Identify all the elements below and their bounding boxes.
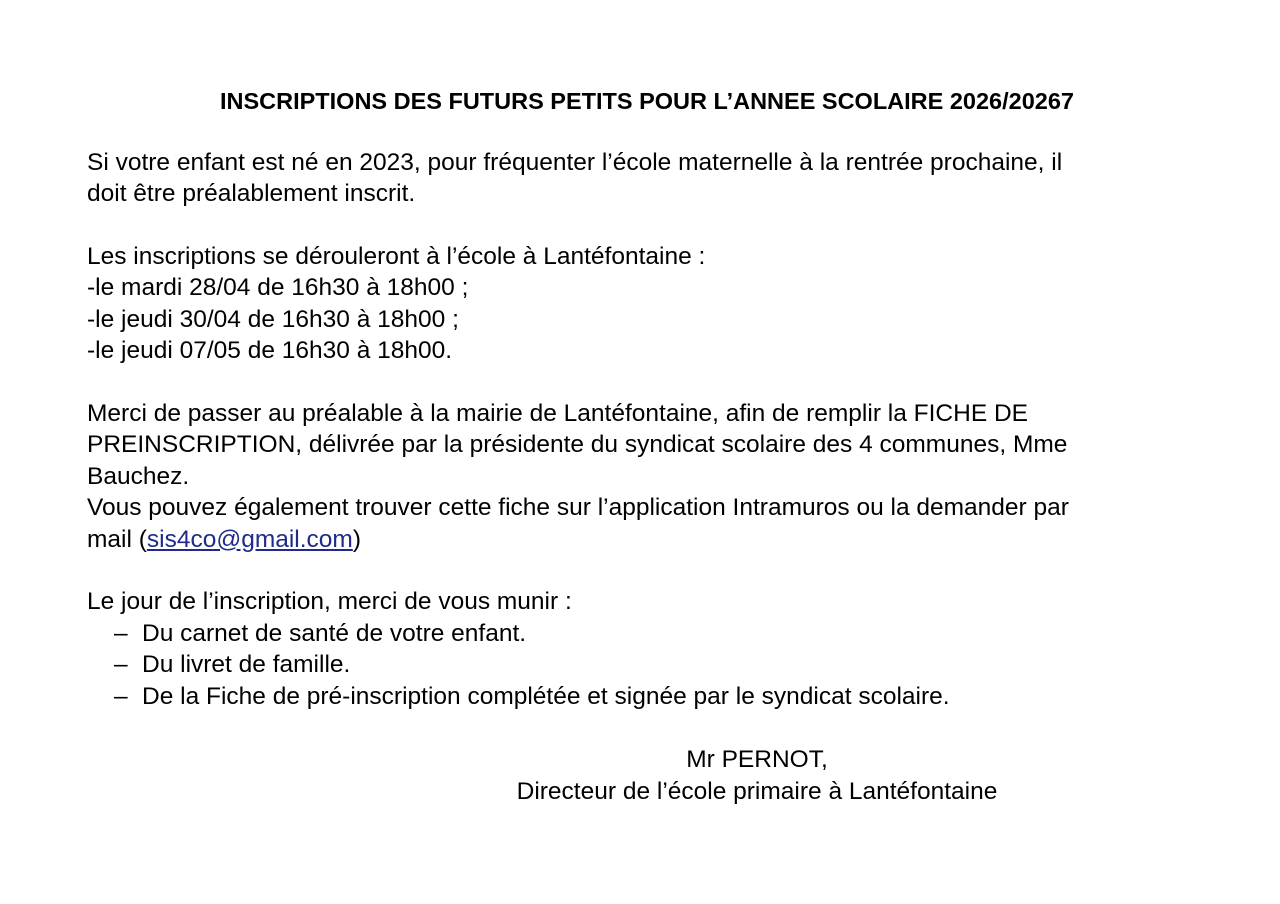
documents-list — [87, 618, 1197, 713]
intro-line: doit être préalablement inscrit. — [87, 180, 416, 207]
list-item — [87, 618, 1197, 650]
list-item-text: De la Fiche de pré-inscription complétée et signée par le syndicat scolaire. — [142, 682, 950, 710]
dash-bullet: – — [114, 619, 128, 647]
email-link[interactable]: sis4co@gmail.com — [146, 525, 353, 553]
preinscription-line: Merci de passer au préalable à la mairie de Lantéfontaine, afin de remplir la FICHE DE — [87, 399, 1029, 427]
document-page — [87, 86, 1197, 807]
dash-bullet: – — [114, 682, 128, 710]
schedule-date: -le jeudi 30/04 de 16h30 à 18h00 ; — [87, 305, 459, 333]
signature-block — [87, 744, 1197, 807]
signature-role: Directeur de l’école primaire à Lantéfontaine — [516, 777, 998, 805]
list-item-text: Du livret de famille. — [142, 651, 351, 678]
intro-line: Si votre enfant est né en 2023, pour fréquenter l’école maternelle à la rentrée prochaine, il — [87, 148, 1063, 176]
list-item — [87, 681, 1197, 713]
page-title: INSCRIPTIONS DES FUTURS PETITS POUR L’ANNEE SCOLAIRE 2026/20267 — [219, 88, 1075, 114]
schedule-date: -le mardi 28/04 de 16h30 à 18h00 ; — [87, 274, 469, 301]
preinscription-paragraph — [87, 398, 1197, 556]
preinscription-line: Bauchez. — [87, 462, 190, 490]
list-item-text: Du carnet de santé de votre enfant. — [142, 619, 527, 647]
preinscription-line: PREINSCRIPTION, délivrée par la présidente du syndicat scolaire des 4 communes, Mme — [87, 431, 1068, 458]
schedule-heading: Les inscriptions se dérouleront à l’école à Lantéfontaine : — [87, 242, 706, 270]
documents-heading: Le jour de l’inscription, merci de vous munir : — [87, 588, 572, 615]
mail-suffix: ) — [352, 525, 362, 553]
intro-paragraph — [87, 147, 1197, 210]
documents-section — [87, 586, 1197, 712]
preinscription-line: Vous pouvez également trouver cette fiche sur l’application Intramuros ou la demander par — [87, 494, 1069, 521]
mail-line — [87, 524, 1197, 556]
schedule-section — [87, 241, 1197, 367]
dash-bullet: – — [114, 651, 128, 678]
mail-prefix: mail ( — [87, 525, 147, 553]
schedule-date: -le jeudi 07/05 de 16h30 à 18h00. — [87, 337, 453, 364]
list-item — [87, 649, 1197, 681]
signature-name: Mr PERNOT, — [686, 746, 828, 773]
